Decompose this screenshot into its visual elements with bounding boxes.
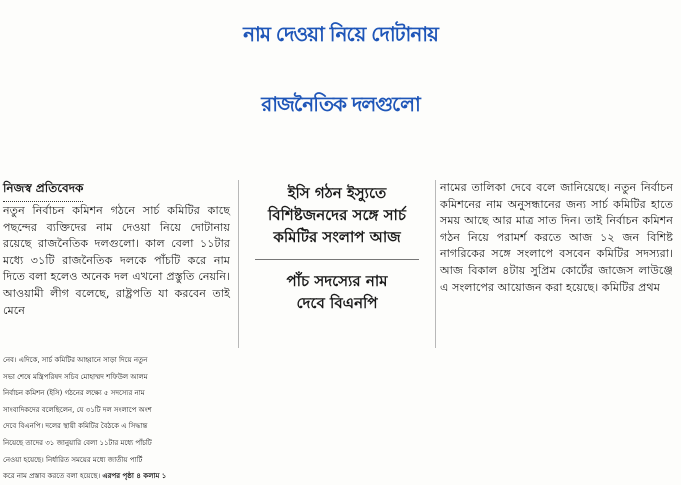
headline-line-1: নাম দেওয়া নিয়ে দোটানায়: [243, 22, 438, 46]
subhead-second-line: দেবে বিএনপি: [296, 294, 378, 312]
bottom-line: নিয়েছে তাদের ৩১ জানুয়ারি বেলা ১১টার মধ্যে পাঁচটি: [3, 438, 152, 447]
right-column-text: নামের তালিকা দেবে বলে জানিয়েছে। নতুন নির্বাচন কমিশনের নাম অনুসন্ধানের জন্য সার্চ কমিটির হাতে সময় আছে আর মাত্র সাত দিন। তাই নির্বাচন কমিশন গঠন নিয়ে পরামর্শ করতে আজ ১২ জন বিশিষ্ট নাগরিকের সঙ্গে সংলাপে বসবেন কমিটির সদস্যরা। আজ বিকাল ৪টায় সুপ্রিম কোর্টের জাজেস লাউঞ্জে এ সংলাপের আয়োজন করা হয়েছে। কমিটির প্রথম: [440, 181, 673, 294]
subhead-first: [239, 180, 435, 248]
subhead-second: [239, 270, 435, 314]
right-column: [440, 180, 673, 352]
bottom-line: দেবে বিএনপি। দলের স্থায়ী কমিটির বৈঠকে এ সিদ্ধান্ত: [3, 422, 148, 431]
subhead-first-line: ইসি গঠন ইস্যুতে: [287, 184, 387, 202]
subhead-first-line: কমিটির সংলাপ আজ: [273, 228, 401, 246]
subheads-box: [238, 180, 436, 348]
subhead-first-line: বিশিষ্টজনদের সঙ্গে সার্চ: [267, 206, 406, 224]
bottom-line: সাংবাদিকদের বলেছিলেন, যে ৩১টি দল সংলাপে অংশ: [3, 405, 152, 414]
headline-line-2: রাজনৈতিক দলগুলো: [261, 92, 420, 116]
bottom-line: নির্বাচন কমিশন (ইসি) গঠনের লক্ষ্যে ৫ সদস্যের নাম: [3, 389, 145, 398]
bottom-line: নেওয়া হয়েছে। নির্ধারিত সময়ের মধ্যে জাতীয় পার্টি: [3, 455, 143, 464]
subhead-second-line: পাঁচ সদস্যের নাম: [286, 272, 388, 290]
bottom-text-block: [3, 352, 673, 481]
subhead-divider: [255, 259, 419, 260]
bottom-line: সভা শেষে মন্ত্রিপরিষদ সচিব মোহাম্মদ শফিউল আলম: [3, 372, 148, 381]
left-column-text: নতুন নির্বাচন কমিশন গঠনে সার্চ কমিটির কাছে পছন্দের ব্যক্তিদের নাম দেওয়া নিয়ে দোটানায় রয়েছে রাজনৈতিক দলগুলো। কাল বেলা ১১টার মধ্যে ৩১টি রাজনৈতিক দলকে পাঁচটি করে নাম দিতে বলা হলেও অনেক দল এখনো প্রস্তুতি নেয়নি। আওয়ামী লীগ বলেছে, রাষ্ট্রপতি যা করবেন তাই মেনে: [3, 204, 230, 317]
byline: নিজস্ব প্রতিবেদক: [3, 180, 83, 202]
left-column: [3, 203, 230, 351]
bottom-line: করে নাম প্রস্তাব করতে বলা হয়েছে।: [3, 472, 101, 481]
jump-reference: এরপর পৃষ্ঠা ৪ কলাম ১: [102, 472, 167, 481]
bottom-line: নেব। এদিকে, সার্চ কমিটির আহ্বানে সাড়া দিয়ে নতুন: [3, 356, 148, 364]
bottom-line-last: [3, 468, 673, 485]
